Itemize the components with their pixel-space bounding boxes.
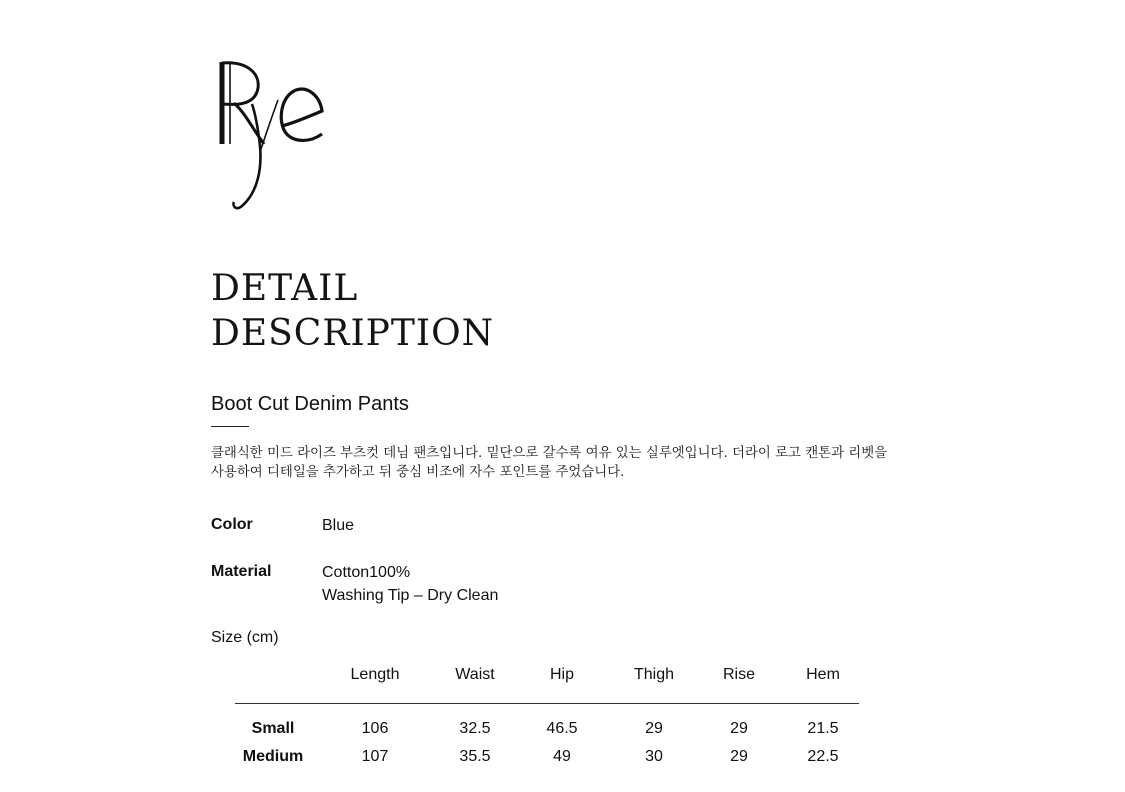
- table-cell: 29: [730, 748, 748, 765]
- description-line-1: 클래식한 미드 라이즈 부츠컷 데님 팬츠입니다. 밑단으로 갈수록 여유 있는 실루엣입니다. 더라이 로고 캔톤과 리벳을: [211, 446, 888, 461]
- table-cell: 106: [361, 720, 389, 737]
- table-cell: 30: [645, 748, 663, 765]
- washing-tip: Washing Tip – Dry Clean: [322, 587, 499, 604]
- table-cell: 107: [361, 748, 389, 765]
- description-line-2: 사용하여 디테일을 추가하고 뒤 중심 비조에 자수 포인트를 주었습니다.: [211, 465, 625, 480]
- table-cell: 29: [645, 720, 663, 737]
- row-header-medium: Medium: [242, 748, 304, 765]
- table-row: [235, 744, 859, 772]
- size-table-header: [235, 662, 859, 688]
- product-name: Boot Cut Denim Pants: [211, 393, 409, 415]
- table-cell: 21.5: [807, 720, 839, 737]
- heading-line-2: DESCRIPTION: [211, 313, 495, 354]
- column-header-length: Length: [350, 666, 400, 683]
- column-header-rise: Rise: [722, 666, 755, 683]
- table-cell: 35.5: [459, 748, 491, 765]
- table-cell: 22.5: [807, 748, 839, 765]
- product-description: [211, 444, 951, 482]
- table-row: [235, 716, 859, 744]
- row-header-small: Small: [251, 720, 295, 737]
- table-cell: 49: [553, 748, 571, 765]
- product-name-underline: [211, 426, 249, 427]
- size-label: Size (cm): [211, 629, 279, 646]
- column-header-thigh: Thigh: [633, 666, 675, 683]
- column-header-hem: Hem: [806, 666, 840, 683]
- size-table: [235, 662, 859, 772]
- material-value: Cotton100%: [322, 564, 411, 581]
- table-cell: 32.5: [459, 720, 491, 737]
- material-label: Material: [211, 563, 272, 580]
- table-cell: 46.5: [546, 720, 578, 737]
- column-header-hip: Hip: [549, 666, 574, 683]
- table-cell: 29: [730, 720, 748, 737]
- size-table-divider: [235, 703, 859, 704]
- brand-logo: [212, 56, 342, 216]
- heading-line-1: DETAIL: [211, 268, 359, 309]
- column-header-waist: Waist: [455, 666, 495, 683]
- detail-heading: [211, 266, 494, 356]
- color-value: Blue: [322, 517, 355, 534]
- color-label: Color: [211, 516, 253, 533]
